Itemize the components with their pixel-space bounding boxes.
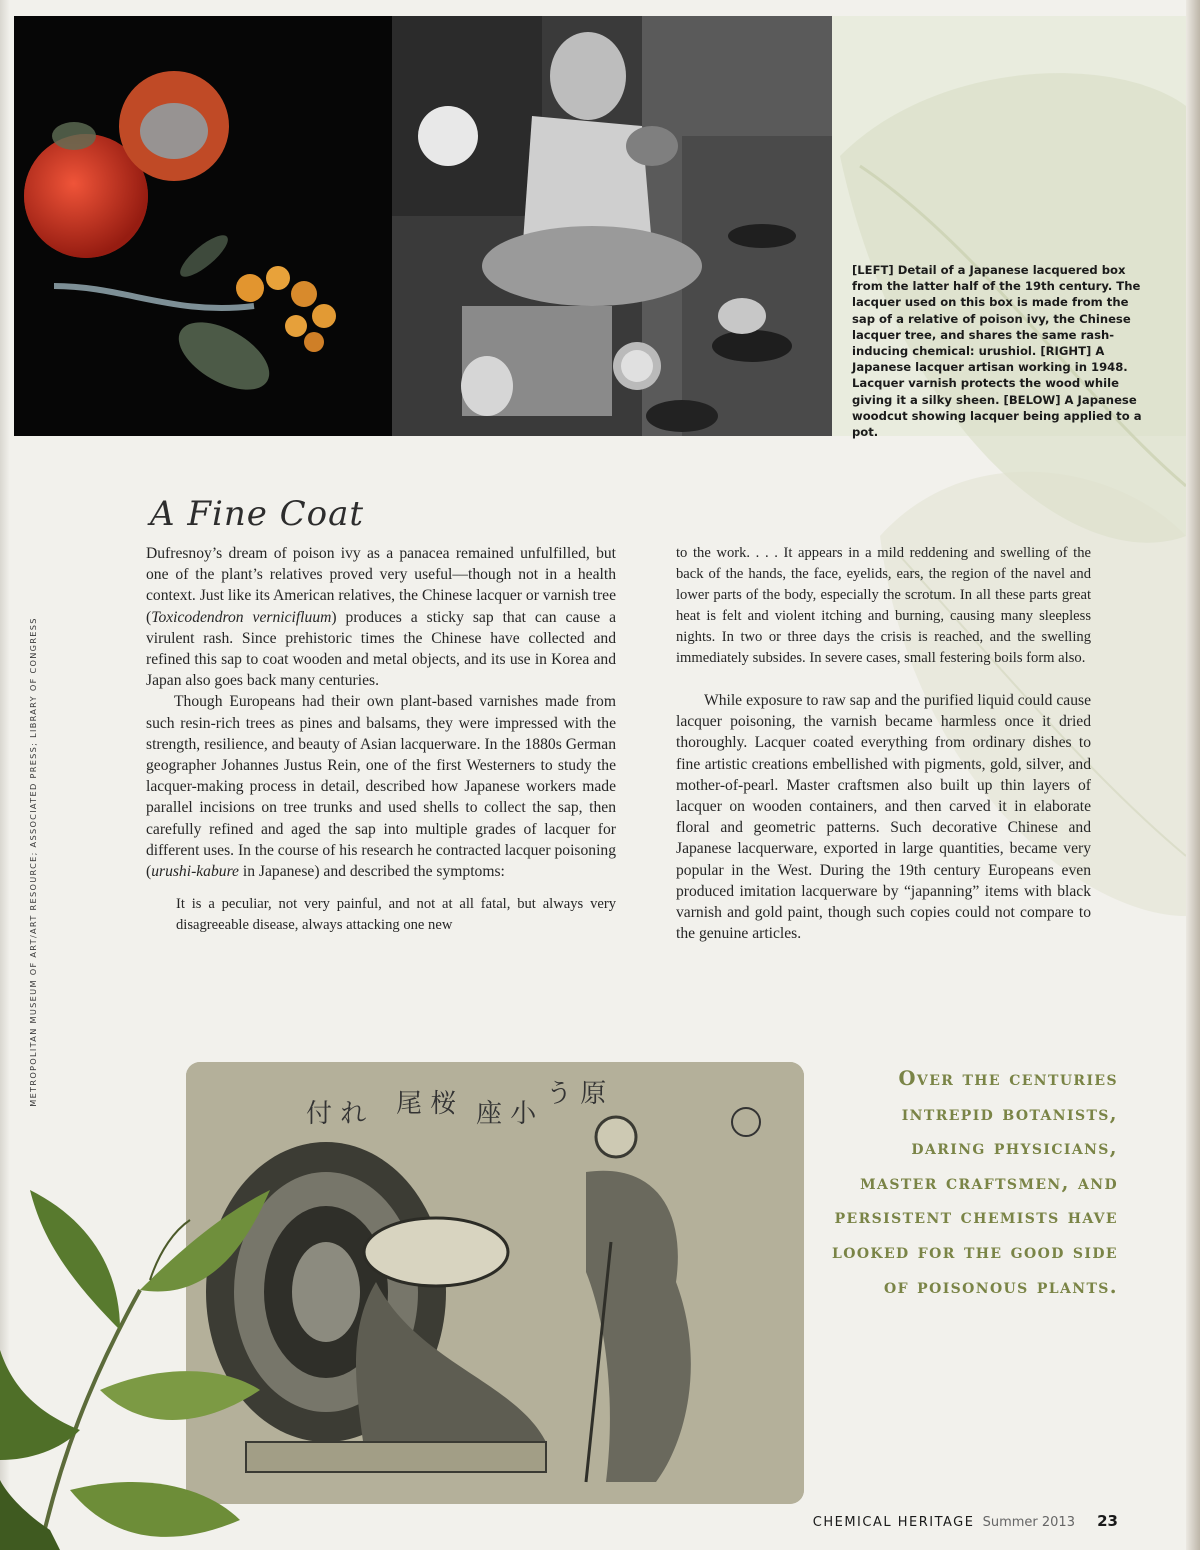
magazine-name: CHEMICAL HERITAGE bbox=[812, 1515, 975, 1530]
block-quote-continued: to the work. . . . It appears in a mild reddening and swelling of the back of the hands, the face, eyelids, ears, the region of the navel and lower parts of the body, especially the scrotum. In all these parts great heat is felt and violent itching and burning, causing many sleepless nights. In two or three days the crisis is reached, and the swelling immediately subsides. In severe cases, small festering boils form also. bbox=[676, 545, 1091, 666]
block-quote-start: It is a peculiar, not very painful, and not at all fatal, but always very disagreeable disease, always attacking one new bbox=[176, 896, 616, 934]
page-edge-shadow bbox=[1186, 0, 1200, 1550]
article-column-right bbox=[676, 543, 1091, 944]
issue-date: Summer 2013 bbox=[982, 1515, 1075, 1530]
paragraph: Though Europeans had their own plant-based varnishes made from such resin-rich trees as pines and balsams, they were impressed with the strength, resilience, and beauty of Asian lacquerware. In the 1880s German geographer Johannes Justus Rein, one of the first Westerners to study the lacquer-making process in detail, described how Japanese workers made parallel incisions on tree trunks and used shells to collect the sap, then carefully refined and aged the sap into multiple grades of lacquer for different uses. In the course of his research he contracted lacquer poisoning (urushi-kabure in Japanese) and described the symptoms: bbox=[146, 693, 616, 881]
paragraph: While exposure to raw sap and the purified liquid could cause lacquer poisoning, the varnish became harmless once it dried thoroughly. Lacquer coated everything from ordinary dishes to fine artistic creations embellished with pigments, gold, silver, and mother-of-pearl. Master craftsmen also built up thin layers of lacquer on wooden containers, and then carved it in elaborate floral and geometric patterns. Such decorative Chinese and Japanese lacquerware, exported in large quantities, became very popular in the West. During the 19th century Europeans even produced imitation lacquerware by “japanning” items with black varnish and gold paint, though such copies could not compare to the genuine articles. bbox=[676, 692, 1091, 943]
lacquer-artisan-photo bbox=[392, 16, 832, 436]
photo-credit: METROPOLITAN MUSEUM OF ART/ART RESOURCE; ASSOCIATED PRESS; LIBRARY OF CONGRESS bbox=[28, 617, 38, 1107]
photo-caption: [LEFT] Detail of a Japanese lacquered box from the latter half of the 19th century. The lacquer used on this box is made from the sap of a relative of poison ivy, the Chinese lacquer tree, and shares the same rash-inducing chemical: urushiol. [RIGHT] A Japanese lacquer artisan working in 1948. Lacquer varnish protects the wood while giving it a silky sheen. [BELOW] A Japanese woodcut showing lacquer being applied to a pot. bbox=[852, 263, 1142, 440]
japanese-term: urushi-kabure bbox=[151, 863, 239, 881]
paragraph: Dufresnoy’s dream of poison ivy as a panacea remained unfulfilled, but one of the plant’s relatives proved very useful—though not in a health context. Just like its American relatives, the Chinese lacquer or varnish tree (Toxicodendron vernicifluum) produces a sticky sap that can cause a virulent rash. Since prehistoric times the Chinese have collected and refined this sap to coat wooden and metal objects, and its use in Korea and Japan also goes back many centuries. bbox=[146, 545, 616, 690]
article-column-left bbox=[146, 543, 616, 936]
svg-text:う 原: う 原 bbox=[546, 1079, 607, 1109]
species-name: Toxicodendron vernicifluum bbox=[151, 608, 332, 626]
pull-quote: Over the centuries intrepid botanists, daring physicians, master craftsmen, and persistent chemists have looked for the good side of poisonous plants. bbox=[831, 1067, 1118, 1298]
svg-text:付 れ: 付 れ bbox=[306, 1099, 367, 1129]
decorative-leaves-illustration bbox=[0, 1130, 300, 1550]
svg-text:尾 桜: 尾 桜 bbox=[396, 1089, 457, 1119]
page-number: 23 bbox=[1097, 1512, 1118, 1530]
page-footer bbox=[813, 1512, 1118, 1530]
lacquered-box-photo bbox=[14, 16, 392, 436]
section-title: A Fine Coat bbox=[150, 494, 365, 534]
svg-text:座 小: 座 小 bbox=[476, 1099, 537, 1129]
